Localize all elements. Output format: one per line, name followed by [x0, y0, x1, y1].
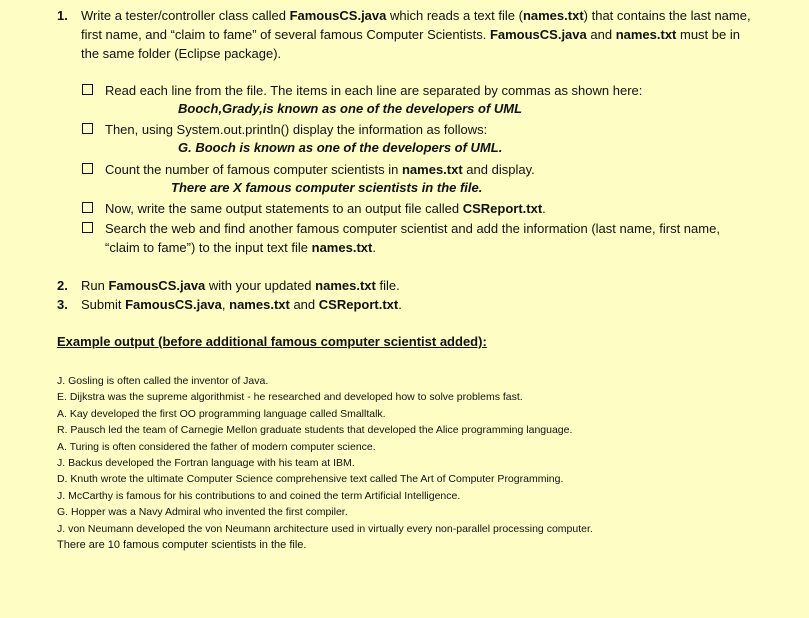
output-line: G. Hopper was a Navy Admiral who invented the first compiler. [57, 506, 348, 519]
text-run: and [586, 27, 616, 42]
output-line: J. Backus developed the Fortran language with his team at IBM. [57, 457, 355, 470]
output-line: D. Knuth wrote the ultimate Computer Science comprehensive text called The Art of Computer Programming. [57, 473, 564, 486]
checklist-item-write-output [82, 199, 742, 218]
bold-filename: FamousCS.java [289, 8, 387, 23]
text-run: which reads a text file ( [386, 8, 523, 23]
text-run: Search the web and find another famous computer scientist and add the information (last name, first name, “claim to fame”) to the input text file [105, 221, 720, 255]
text-run: ) that contains the last name, first name, and “claim to fame” of several famous Computer Scientists. [81, 8, 751, 42]
text-run: . [542, 201, 546, 216]
text-run: with your updated [205, 278, 316, 293]
text-run: , [221, 297, 230, 312]
item-text [81, 276, 757, 295]
example-input-line: Booch,Grady,is known as one of the developers of UML [178, 101, 523, 116]
bold-filename: names.txt [522, 8, 584, 23]
bold-filename: FamousCS.java [108, 278, 206, 293]
output-line: J. Gosling is often called the inventor of Java. [57, 375, 269, 387]
text-run: Count the number of famous computer scientists in [105, 162, 402, 177]
text-run: Submit [81, 297, 126, 312]
checkbox[interactable] [82, 222, 93, 233]
instruction-item-3 [57, 295, 757, 314]
checklist-text [105, 199, 742, 218]
example-output-block [57, 373, 593, 553]
instruction-item-2 [57, 276, 757, 295]
checklist-text: Read each line from the file. The items in each line are separated by commas as shown here: [105, 83, 643, 98]
output-line: E. Dijkstra was the supreme algorithmist - he researched and developed how to solve problems fast. [57, 391, 523, 404]
checkbox[interactable] [82, 84, 93, 95]
instruction-item-1 [57, 6, 757, 63]
text-run: Write a tester/controller class called [81, 8, 290, 23]
output-line: J. McCarthy is famous for his contributions to and coined the term Artificial Intelligence. [57, 489, 461, 502]
checkbox[interactable] [82, 123, 93, 134]
item-number: 1. [57, 8, 68, 23]
text-run: Now, write the same output statements to an output file called [105, 201, 463, 216]
example-display-line: G. Booch is known as one of the developers of UML. [178, 140, 503, 155]
text-run: must be in the same folder (Eclipse package). [81, 27, 740, 61]
bold-filename: FamousCS.java [125, 297, 222, 312]
text-run: Run [81, 278, 109, 293]
checklist-item-search-web [82, 219, 742, 257]
bold-filename: names.txt [401, 162, 463, 177]
output-line: A. Turing is often considered the father of modern computer science. [57, 440, 376, 453]
bold-filename: names.txt [311, 240, 373, 255]
output-summary-line: There are 10 famous computer scientists in the file. [57, 539, 307, 552]
bold-filename: FamousCS.java [489, 27, 587, 42]
text-run: . [372, 240, 376, 255]
bold-filename: names.txt [315, 278, 376, 293]
text-run: . [398, 297, 402, 312]
checkbox[interactable] [82, 163, 93, 174]
item-number: 3. [57, 297, 68, 312]
output-line: J. von Neumann developed the von Neumann architecture used in virtually every non-parallel processing computer. [57, 522, 593, 535]
bold-filename: CSReport.txt [318, 297, 399, 312]
text-run: and [289, 297, 319, 312]
checkbox[interactable] [82, 202, 93, 213]
item-text [81, 6, 757, 63]
bold-filename: names.txt [615, 27, 677, 42]
checklist-item-println [82, 120, 742, 139]
output-line: A. Kay developed the first OO programming language called Smalltalk. [57, 407, 386, 420]
checklist-text [105, 219, 742, 257]
bold-filename: names.txt [229, 297, 290, 312]
bold-filename: CSReport.txt [462, 201, 543, 216]
checklist-text: Then, using System.out.println() display the information as follows: [105, 122, 488, 137]
example-count-line: There are X famous computer scientists in the file. [171, 180, 483, 195]
item-text [81, 295, 757, 314]
checklist-item-count [82, 160, 742, 179]
text-run: file. [375, 278, 400, 293]
item-number: 2. [57, 278, 68, 293]
example-output-heading: Example output (before additional famous computer scientist added): [57, 334, 487, 349]
text-run: and display. [462, 162, 535, 177]
checklist-item-read-lines [82, 81, 742, 100]
checklist-text [105, 160, 742, 179]
output-line: R. Pausch led the team of Carnegie Mellon graduate students that developed the Alice programming language. [57, 424, 573, 437]
